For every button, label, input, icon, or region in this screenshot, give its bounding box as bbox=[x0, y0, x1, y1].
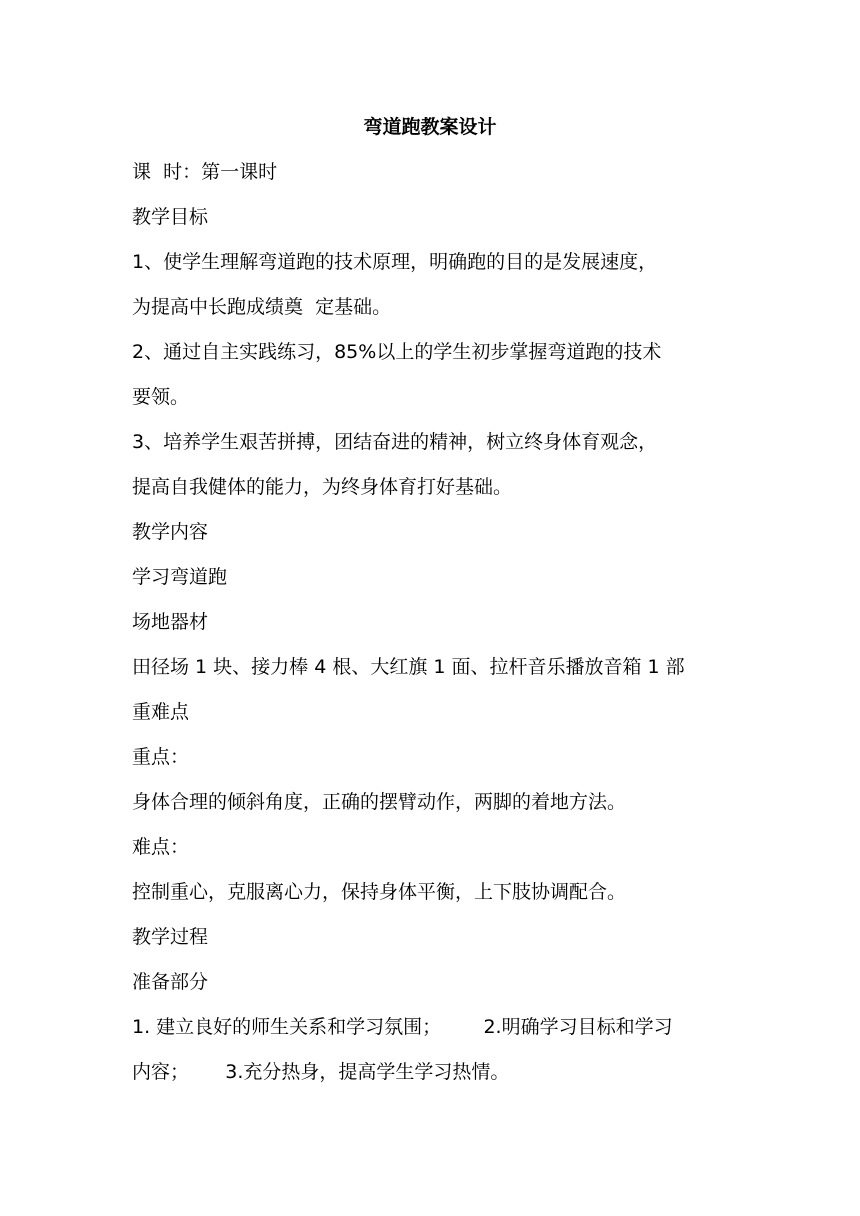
difficulty-label: 难点： bbox=[132, 836, 190, 858]
content-text: 学习弯道跑 bbox=[132, 566, 228, 588]
difficulty-text: 控制重心，克服离心力，保持身体平衡，上下肢协调配合。 bbox=[132, 881, 627, 903]
section-heading-key-points: 重难点 bbox=[132, 701, 190, 723]
subsection-preparation: 准备部分 bbox=[132, 971, 209, 993]
lesson-period: 课 时：第一课时 bbox=[132, 161, 278, 183]
objective-1-line-1: 1、使学生理解弯道跑的技术原理，明确跑的目的是发展速度， bbox=[132, 251, 658, 273]
section-heading-content: 教学内容 bbox=[132, 521, 209, 543]
key-point-text: 身体合理的倾斜角度，正确的摆臂动作，两脚的着地方法。 bbox=[132, 791, 627, 813]
section-heading-equipment: 场地器材 bbox=[132, 611, 209, 633]
objective-3-line-1: 3、培养学生艰苦拼搏，团结奋进的精神，树立终身体育观念， bbox=[132, 431, 658, 453]
objective-1-line-2: 为提高中长跑成绩奠 定基础。 bbox=[132, 296, 392, 318]
key-point-label: 重点： bbox=[132, 746, 190, 768]
preparation-line-1: 1. 建立良好的师生关系和学习氛围； 2.明确学习目标和学习 bbox=[132, 1016, 673, 1038]
objective-2-line-2: 要领。 bbox=[132, 386, 190, 408]
document-title: 弯道跑教案设计 bbox=[363, 116, 497, 138]
section-heading-process: 教学过程 bbox=[132, 926, 209, 948]
preparation-line-2: 内容； 3.充分热身，提高学生学习热情。 bbox=[132, 1061, 510, 1083]
objective-2-line-1: 2、通过自主实践练习，85%以上的学生初步掌握弯道跑的技术 bbox=[132, 341, 662, 363]
equipment-text: 田径场 1 块、接力棒 4 根、大红旗 1 面、拉杆音乐播放音箱 1 部 bbox=[132, 656, 685, 678]
section-heading-objectives: 教学目标 bbox=[132, 206, 209, 228]
objective-3-line-2: 提高自我健体的能力，为终身体育打好基础。 bbox=[132, 476, 513, 498]
